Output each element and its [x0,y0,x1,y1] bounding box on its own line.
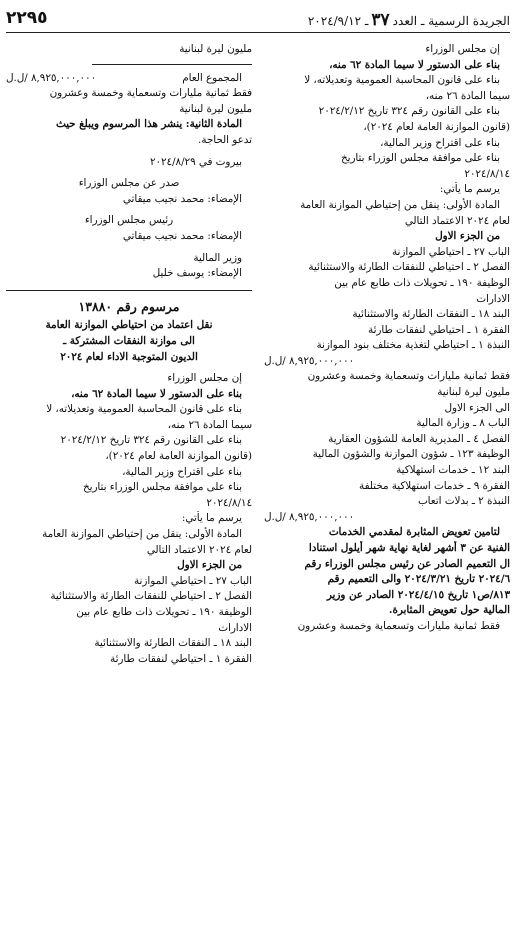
total-row [6,71,252,87]
text-line: إن مجلس الوزراء [167,372,242,385]
text-line: بناء على الدستور لا سيما المادة ٦٢ منه، [71,387,242,400]
text-line: المادة الأولى: ينقل من إحتياطي الموازنة العامة [42,528,242,541]
total-amount: ٨,٩٢٥,٠٠٠,٠٠٠ /ل.ل [6,71,97,84]
issue-number: ٣٧ [371,10,390,30]
text-line: المادة الأولى: ينقل من إحتياطي الموازنة العامة [300,198,500,211]
text-line: النبذة ١ ـ احتياطي لتغذية مختلف بنود الموازنة [316,339,510,352]
text-line: الفقرة ١ ـ احتياطي لنفقات طارئة [110,652,252,665]
text-line: يرسم ما يأتي: [439,183,500,196]
text-line: الفصل ٢ ـ احتياطي للنفقات الطارئة والاستثنائية [50,590,252,603]
place-date: بيروت في ٢٠٢٤/٨/٢٩ [149,155,242,168]
gazette-name: الجريدة الرسمية ـ العدد [392,14,510,28]
text-line: يرسم ما يأتي: [181,512,242,525]
text-line: الفنية عن ٣ أشهر لغاية نهاية شهر أيلول استنادا [308,542,510,554]
decree-number: مرسوم رقم ١٣٨٨٠ [78,298,180,314]
text-line: بناء على قانون المحاسبة العمومية وتعديلاته، لا [46,403,242,416]
text-line: من الجزء الاول [177,559,242,572]
text-line: (قانون الموازنة العامة لعام ٢٠٢٤)، [363,120,510,133]
decree-title: الديون المتوجبة الاداء لعام ٢٠٢٤ [60,350,198,363]
text-line: الادارات [218,621,252,634]
page-number: ٢٢٩٥ [6,8,48,28]
text-line: مليون ليرة لبنانية [179,102,252,115]
text-line: البند ١٨ ـ النفقات الطارئة والاستثنائية [94,637,252,650]
decree-title: نقل اعتماد من احتياطي الموازنة العامة [45,319,213,332]
signature: الإمضاء: يوسف خليل [152,267,242,280]
gazette-title [308,10,510,30]
signatory-title: وزير المالية [193,251,242,264]
text-line: الوظيفة ١٢٣ ـ شؤون الموازنة والشؤون المالية [312,448,510,461]
text-line: ٢٠٢٤/٨/١٤ [206,496,252,509]
text-line: الفصل ٢ ـ احتياطي للنفقات الطارئة والاستثنائية [308,261,510,274]
text-line: بناء على القانون رقم ٣٢٤ تاريخ ٢٠٢٤/٢/١٢ [60,434,242,447]
text-line: فقط ثمانية مليارات وتسعماية وخمسة وعشرون [297,619,500,632]
text-line: فقط ثمانية مليارات وتسعماية وخمسة وعشرون [49,87,252,100]
article-two: المادة الثانية: ينشر هذا المرسوم ويبلغ حيث [55,118,242,131]
decree-body [6,371,252,667]
signature: الإمضاء: محمد نجيب ميقاتي [122,192,242,205]
text-line: ٢٠٢٤/٨/١٤ [464,167,510,180]
issue-date: ـ ٢٠٢٤/٩/١٢ [307,14,369,28]
text-line: بناء على موافقة مجلس الوزراء بتاريخ [340,152,500,165]
text-line: لتامين تعويض المثابرة لمقدمي الخدمات [328,526,500,539]
amount-line: ٨,٩٢٥,٠٠٠,٠٠٠ /ل.ل [264,354,355,367]
text-line: بناء على الدستور لا سيما المادة ٦٢ منه، [329,58,500,71]
text-line: تدعو الحاجة. [198,133,252,146]
text-line: بناء على اقتراح وزير المالية، [380,136,500,149]
text-line: الوظيفة ١٩٠ ـ تحويلات ذات طابع عام بين [334,276,510,289]
divider [92,64,252,65]
text-line: المالية حول تعويض المثابرة. [388,604,510,617]
text-line: سيما المادة ٢٦ منه، [167,418,252,431]
text-line: الفقرة ٩ ـ خدمات استهلاكية مختلفة [359,479,510,492]
text-line: إن مجلس الوزراء [425,43,500,55]
text-line: الفصل ٤ ـ المديرية العامة للشؤون العقارية [328,432,510,445]
text-line: الباب ٢٧ ـ احتياطي الموازنة [392,245,510,258]
text-line: الباب ٨ ـ وزارة المالية [416,417,510,430]
total-label: المجموع العام [182,71,242,84]
text-line: الوظيفة ١٩٠ ـ تحويلات ذات طابع عام بين [76,606,252,618]
issued-by: صدر عن مجلس الوزراء [78,177,180,190]
text-line: الفقرة ١ ـ احتياطي لنفقات طارئة [368,323,510,336]
text-line: لعام ٢٠٢٤ الاعتماد التالي [146,543,252,556]
text-line: الادارات [476,292,510,305]
text-line: بناء على القانون رقم ٣٢٤ تاريخ ٢٠٢٤/٢/١٢ [318,105,500,118]
text-line: مليون ليرة لبنانية [179,43,252,55]
left-column [6,42,252,667]
text-line: ٨١٣/ص١ تاريخ ٢٠٢٤/٤/١٥ الصادر عن وزير [326,588,510,601]
text-line: لعام ٢٠٢٤ الاعتماد التالي [404,214,510,227]
text-line: سيما المادة ٢٦ منه، [425,89,510,102]
text-line: فقط ثمانية مليارات وتسعماية وخمسة وعشرون [307,370,510,383]
text-line: ال التعميم الصادر عن رئيس مجلس الوزراء رقم [304,557,510,570]
signature: الإمضاء: محمد نجيب ميقاتي [122,229,242,242]
divider [6,290,252,291]
text-line: البند ١٨ ـ النفقات الطارئة والاستثنائية [352,308,510,321]
text-line: الباب ٢٧ ـ احتياطي الموازنة [134,574,252,587]
right-column [264,42,510,635]
text-line: النبذة ٢ ـ بدلات اتعاب [417,495,510,508]
text-line: من الجزء الاول [435,230,500,243]
text-line: الى الجزء الاول [444,401,510,414]
text-line: بناء على قانون المحاسبة العمومية وتعديلاته، لا [304,74,500,87]
text-line: مليون ليرة لبنانية [437,386,510,399]
amount-line: ٨,٩٢٥,٠٠٠,٠٠٠ /ل.ل [264,510,355,523]
text-line: (قانون الموازنة العامة لعام ٢٠٢٤)، [105,450,252,463]
text-line: بناء على موافقة مجلس الوزراء بتاريخ [82,481,242,494]
text-line: البند ١٢ ـ خدمات استهلاكية [396,464,510,477]
text-line: بناء على اقتراح وزير المالية، [122,465,242,478]
signatory-title: رئيس مجلس الوزراء [84,214,174,227]
text-line: ٢٠٢٤/٦ تاريخ ٢٠٢٤/٣/٢١ والى التعميم رقم [327,573,510,586]
decree-title: الى موازنة النفقات المشتركة ـ [63,334,195,347]
page-header [6,6,510,33]
